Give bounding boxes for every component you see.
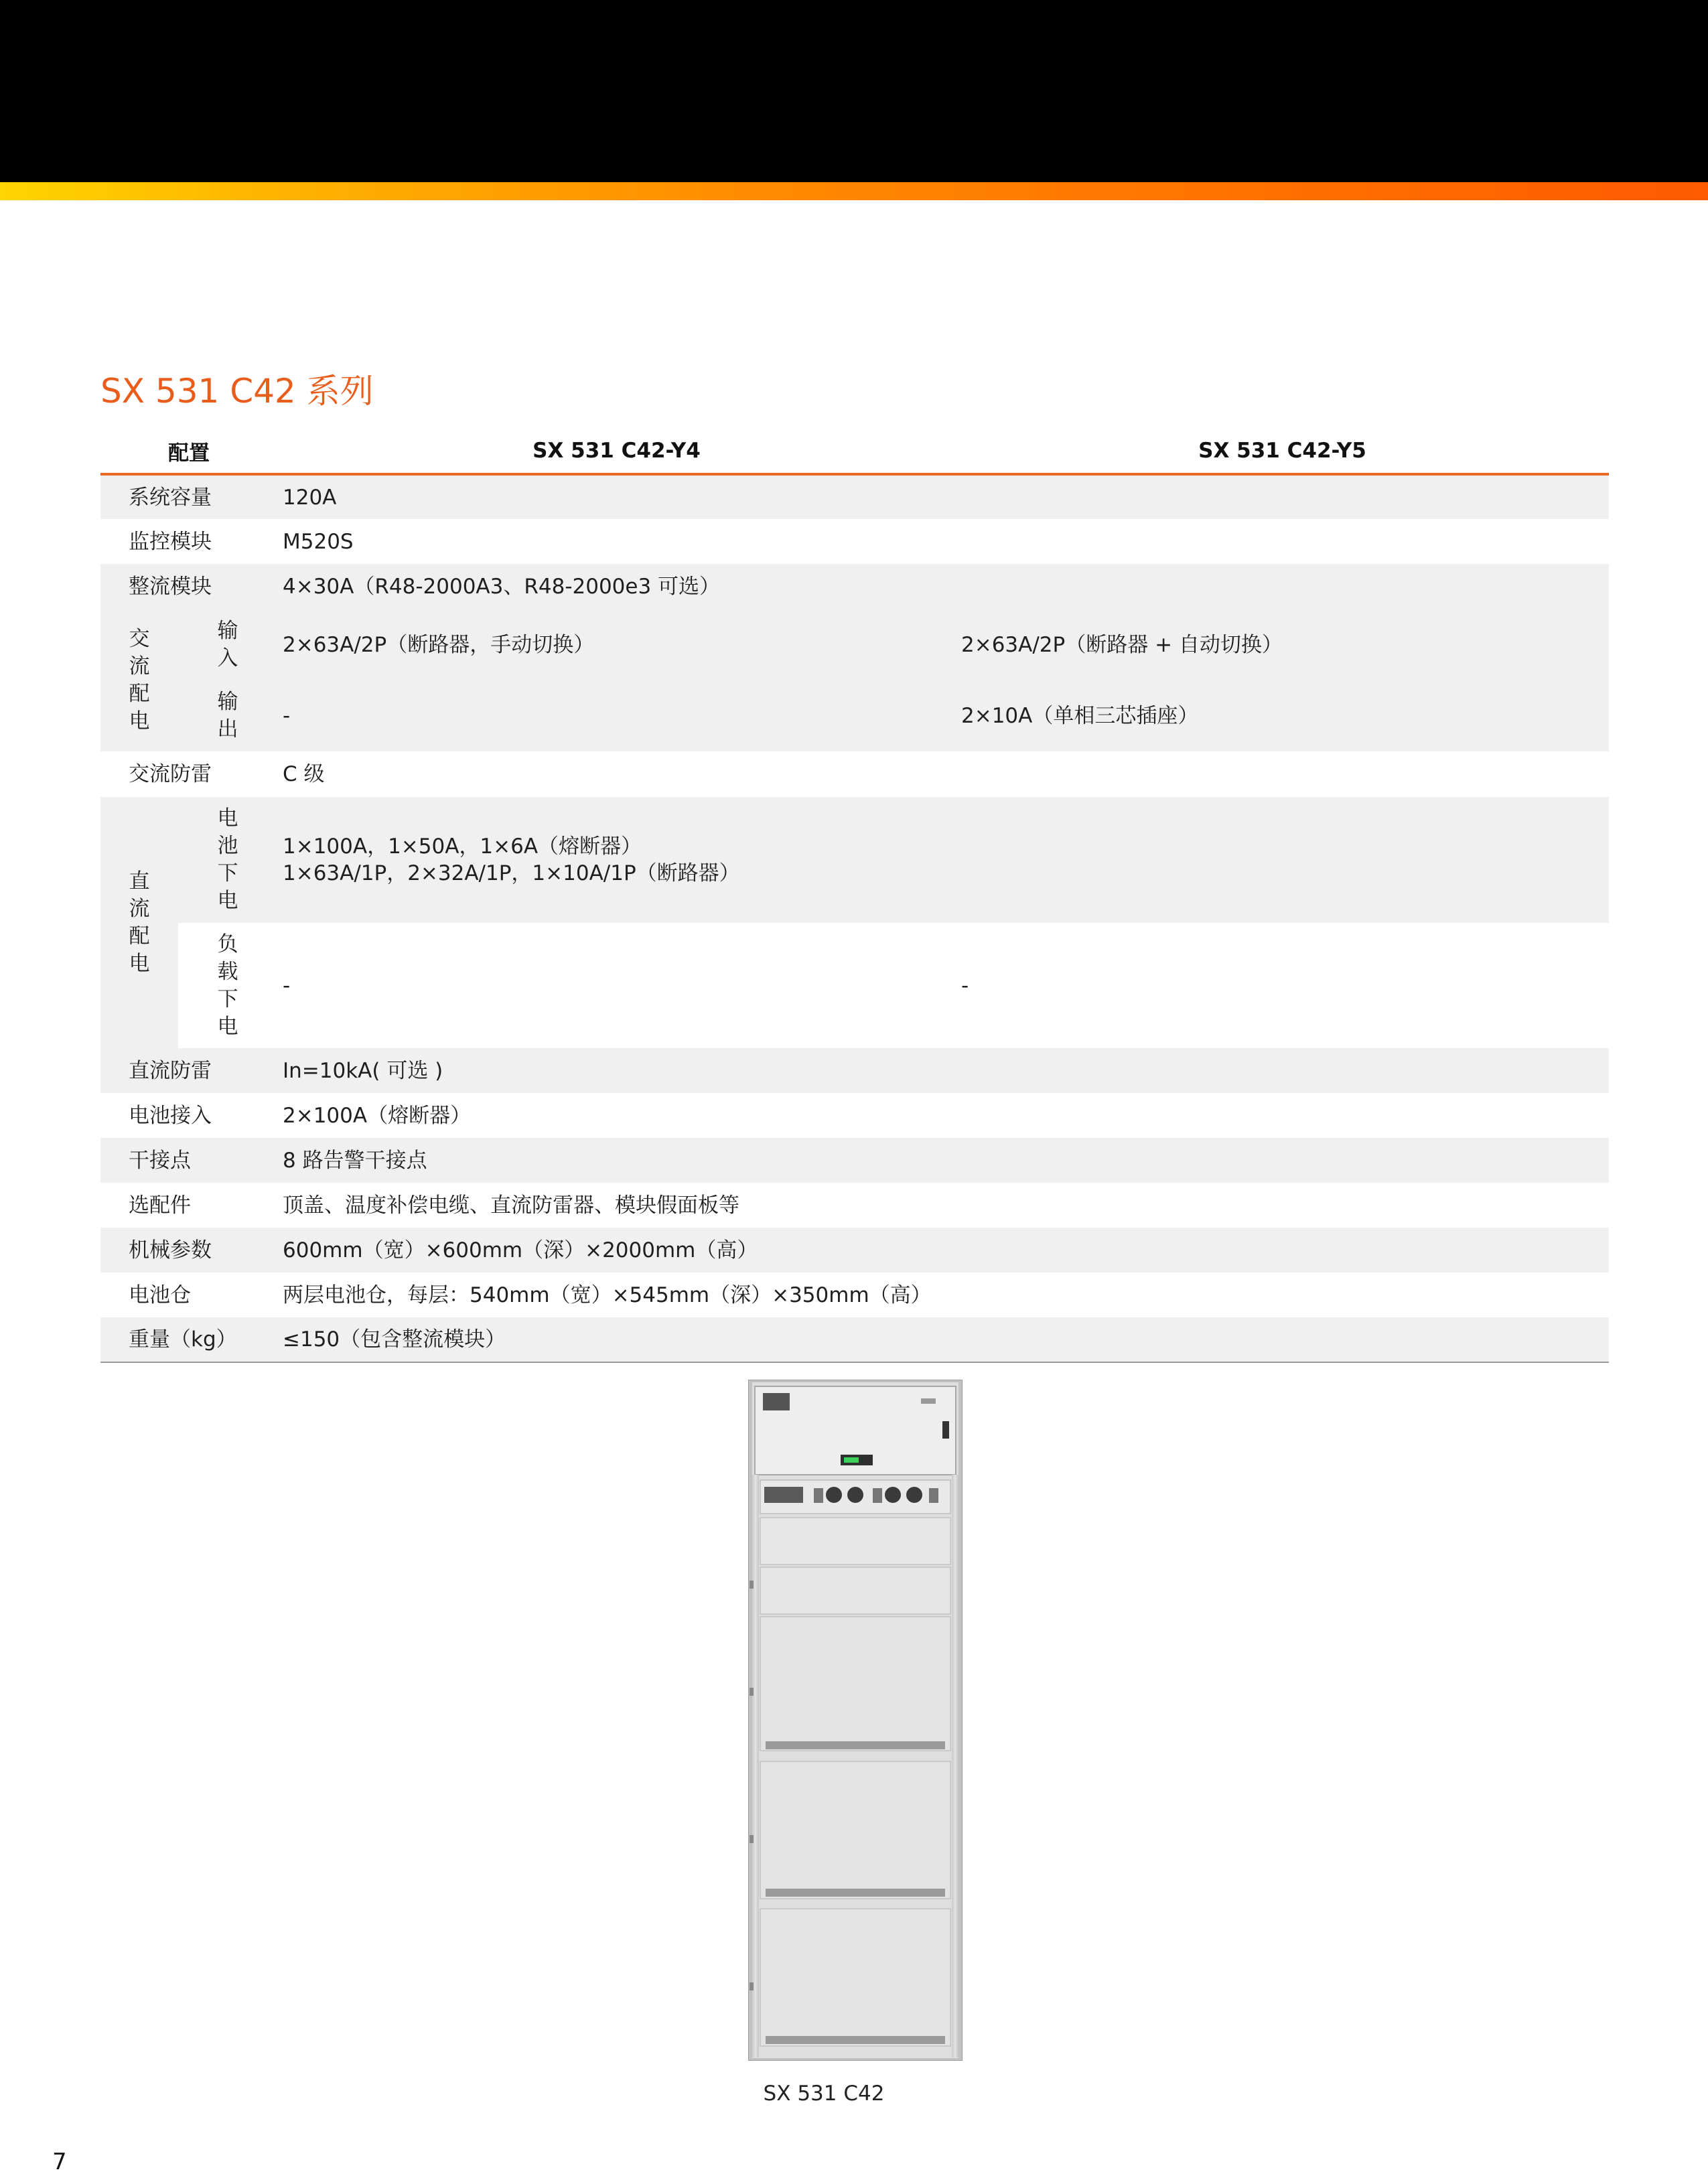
row-value: M520S — [283, 529, 354, 554]
sub-label-input — [178, 609, 277, 680]
row-label: 机械参数 — [100, 1228, 277, 1272]
row-value: In=10kA( 可选 ) — [277, 1048, 1609, 1093]
sub-label-text: 电 池 下 电 — [217, 806, 238, 913]
row-weight — [100, 1317, 1609, 1362]
sub-label-output — [178, 680, 277, 751]
header-model-y5: SX 531 C42-Y5 — [956, 429, 1609, 474]
row-battery-compartment — [100, 1272, 1609, 1317]
row-value: 600mm（宽）×600mm（深）×2000mm（高） — [277, 1228, 1609, 1272]
row-label: 电池接入 — [129, 1103, 212, 1128]
row-rectifier-module — [100, 564, 1609, 609]
row-value: ≤150（包含整流模块） — [277, 1317, 1609, 1362]
power-cabinet-icon — [748, 1380, 963, 2061]
load-disconnect-y4: - — [283, 973, 291, 998]
row-label: 直流防雷 — [100, 1048, 277, 1093]
group-dc-distribution — [100, 797, 178, 1048]
sub-label-battery-disconnect — [178, 797, 277, 923]
row-label: 监控模块 — [129, 529, 212, 554]
group-ac-distribution — [100, 609, 178, 751]
series-title: SX 531 C42 系列 — [100, 372, 374, 411]
sub-label-text: 负 载 下 电 — [217, 932, 238, 1039]
row-value: C 级 — [283, 762, 325, 786]
row-monitor-module — [100, 519, 1609, 564]
row-value: 8 路告警干接点 — [277, 1138, 1609, 1183]
row-value: 顶盖、温度补偿电缆、直流防雷器、模块假面板等 — [283, 1193, 739, 1218]
row-value: 4×30A（R48-2000A3、R48-2000e3 可选） — [277, 564, 1609, 609]
row-label: 交流防雷 — [129, 762, 212, 786]
row-optional — [100, 1183, 1609, 1228]
row-ac-input — [100, 609, 1609, 680]
spec-table — [100, 429, 1609, 1363]
row-load-disconnect — [100, 923, 1609, 1048]
row-label: 系统容量 — [100, 474, 277, 519]
ac-output-y5: 2×10A（单相三芯插座） — [956, 680, 1609, 751]
page-number: 7 — [52, 2149, 67, 2175]
row-system-capacity — [100, 474, 1609, 519]
header-accent-stripe — [0, 182, 1708, 200]
load-disconnect-y5: - — [961, 973, 969, 998]
row-dc-surge — [100, 1048, 1609, 1093]
group-label: 直 流 配 电 — [129, 869, 150, 976]
header-model-y4: SX 531 C42-Y4 — [277, 429, 956, 474]
row-battery-disconnect — [100, 797, 1609, 923]
row-ac-surge — [100, 751, 1609, 797]
figure-caption: SX 531 C42 — [763, 2082, 885, 2106]
ac-output-y4: - — [277, 680, 956, 751]
row-ac-output — [100, 680, 1609, 751]
group-label: 交 流 配 电 — [129, 626, 150, 733]
spec-table-header — [100, 429, 1609, 474]
row-label: 重量（kg） — [100, 1317, 277, 1362]
battery-disconnect-value: 1×100A，1×50A，1×6A（熔断器） 1×63A/1P，2×32A/1P，1×10A/1P（断路器） — [277, 797, 1609, 923]
row-battery-access — [100, 1093, 1609, 1138]
row-label: 电池仓 — [129, 1283, 191, 1307]
cabinet-figure — [748, 1380, 963, 2061]
sub-label-load-disconnect — [178, 923, 277, 1048]
row-label: 干接点 — [100, 1138, 277, 1183]
row-dry-contact — [100, 1138, 1609, 1183]
row-value: 2×100A（熔断器） — [283, 1103, 472, 1128]
row-value: 两层电池仓，每层：540mm（宽）×545mm（深）×350mm（高） — [283, 1283, 932, 1307]
row-mechanical — [100, 1228, 1609, 1272]
row-value: 120A — [277, 474, 1609, 519]
sub-label-text: 输 入 — [217, 618, 238, 670]
ac-input-y4: 2×63A/2P（断路器，手动切换） — [277, 609, 956, 680]
sub-label-text: 输 出 — [217, 690, 238, 741]
ac-input-y5: 2×63A/2P（断路器 + 自动切换） — [956, 609, 1609, 680]
header-config: 配置 — [100, 429, 277, 474]
header-band — [0, 0, 1708, 182]
row-label: 整流模块 — [100, 564, 277, 609]
row-label: 选配件 — [129, 1193, 191, 1218]
